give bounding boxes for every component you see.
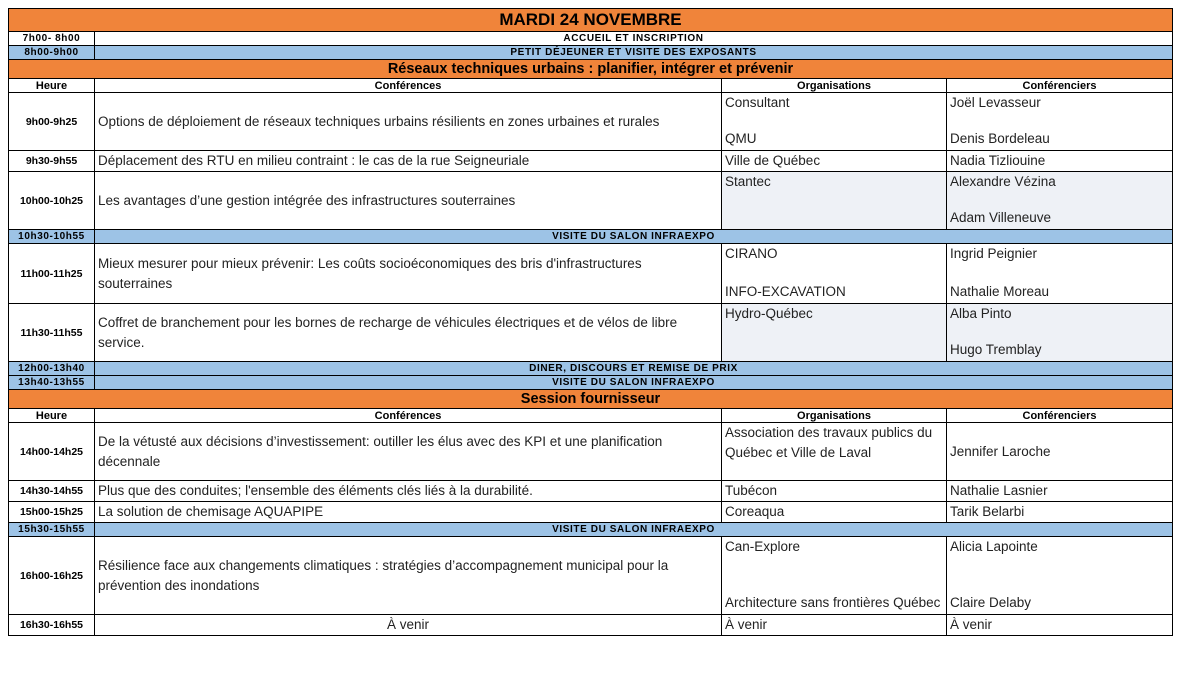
session-title: Les avantages d’une gestion intégrée des infrastructures souterraines [95, 172, 722, 230]
break-row [9, 230, 1173, 244]
row-label: ACCUEIL ET INSCRIPTION [95, 32, 1173, 46]
row-label: PETIT DÉJEUNER ET VISITE DES EXPOSANTS [95, 46, 1173, 60]
row-label: VISITE DU SALON INFRAEXPO [95, 376, 1173, 390]
stacked-value: INFO-EXCAVATION [725, 284, 846, 299]
stacked-value: Consultant [725, 95, 790, 110]
header-time: Heure [9, 409, 95, 423]
row-time: 15h30-15h55 [9, 523, 95, 537]
session-organisation [722, 537, 947, 615]
session-time: 16h30-16h55 [9, 615, 95, 636]
header-time: Heure [9, 79, 95, 93]
session-time: 9h30-9h55 [9, 151, 95, 172]
break-row [9, 523, 1173, 537]
session-organisation [722, 93, 947, 151]
stacked-values [950, 304, 1169, 360]
stacked-values [725, 93, 943, 149]
row-label: DINER, DISCOURS ET REMISE DE PRIX [95, 362, 1173, 376]
header-conferences: Conférences [95, 409, 722, 423]
session-organisation: Stantec [722, 172, 947, 230]
session-speakers [947, 93, 1173, 151]
session-organisation: Coreaqua [722, 502, 947, 523]
session-speakers: Jennifer Laroche [947, 423, 1173, 481]
session-title: Mieux mesurer pour mieux prévenir: Les coûts socioéconomiques des bris d'infrastructures souterraines [95, 244, 722, 304]
stacked-value: QMU [725, 131, 757, 146]
session-time: 16h00-16h25 [9, 537, 95, 615]
session-speakers [947, 244, 1173, 304]
header-speakers: Conférenciers [947, 409, 1173, 423]
session-organisation [722, 244, 947, 304]
opening-row [9, 32, 1173, 46]
midday-row [9, 376, 1173, 390]
session-row [9, 537, 1173, 615]
stacked-value: Architecture sans frontières Québec [725, 595, 941, 610]
session-organisation: Tubécon [722, 481, 947, 502]
session-title: Déplacement des RTU en milieu contraint : le cas de la rue Seigneuriale [95, 151, 722, 172]
row-time: 8h00-9h00 [9, 46, 95, 60]
session-row [9, 304, 1173, 362]
day-title: MARDI 24 NOVEMBRE [9, 9, 1173, 32]
session-title: Coffret de branchement pour les bornes de recharge de véhicules électriques et de vélos de libre service. [95, 304, 722, 362]
stacked-value: Joël Levasseur [950, 95, 1041, 110]
session-time: 11h00-11h25 [9, 244, 95, 304]
row-label: VISITE DU SALON INFRAEXPO [95, 523, 1173, 537]
stacked-value: Claire Delaby [950, 595, 1032, 610]
stacked-value: Adam Villeneuve [950, 210, 1052, 225]
session-row [9, 423, 1173, 481]
session-speakers [947, 172, 1173, 230]
session-speakers: Tarik Belarbi [947, 502, 1173, 523]
column-header-row [9, 79, 1173, 93]
section-title: Session fournisseur [9, 390, 1173, 409]
midday-row [9, 362, 1173, 376]
session-row [9, 502, 1173, 523]
session-row [9, 172, 1173, 230]
session-organisation: Hydro-Québec [722, 304, 947, 362]
session-title: La solution de chemisage AQUAPIPE [95, 502, 722, 523]
session-title: Options de déploiement de réseaux techniques urbains résilients en zones urbaines et rurales [95, 93, 722, 151]
session-title: À venir [95, 615, 722, 636]
session-speakers [947, 304, 1173, 362]
session-time: 15h00-15h25 [9, 502, 95, 523]
session-speakers: Nathalie Lasnier [947, 481, 1173, 502]
stacked-values [950, 244, 1169, 302]
session-row [9, 481, 1173, 502]
session-speakers [947, 537, 1173, 615]
header-speakers: Conférenciers [947, 79, 1173, 93]
session-speakers: À venir [947, 615, 1173, 636]
row-time: 7h00- 8h00 [9, 32, 95, 46]
stacked-value: Hugo Tremblay [950, 342, 1042, 357]
stacked-values [950, 172, 1169, 228]
stacked-value: Denis Bordeleau [950, 131, 1050, 146]
stacked-values [950, 537, 1169, 613]
opening-row [9, 46, 1173, 60]
stacked-value: Nathalie Moreau [950, 284, 1050, 299]
section1-rows [9, 93, 1173, 362]
stacked-value: Can-Explore [725, 539, 801, 554]
session-time: 14h00-14h25 [9, 423, 95, 481]
session-title: De la vétusté aux décisions d’investissement: outiller les élus avec des KPI et une planification décennale [95, 423, 722, 481]
stacked-value: Alexandre Vézina [950, 174, 1056, 189]
session-organisation: Association des travaux publics du Québec et Ville de Laval [722, 423, 947, 481]
stacked-values [725, 244, 943, 302]
session-time: 9h00-9h25 [9, 93, 95, 151]
session-row [9, 151, 1173, 172]
header-conferences: Conférences [95, 79, 722, 93]
session-organisation: Ville de Québec [722, 151, 947, 172]
session-time: 10h00-10h25 [9, 172, 95, 230]
session-title: Résilience face aux changements climatiques : stratégies d’accompagnement municipal pour la prévention des inondations [95, 537, 722, 615]
stacked-values [950, 93, 1169, 149]
session-time: 11h30-11h55 [9, 304, 95, 362]
row-label: VISITE DU SALON INFRAEXPO [95, 230, 1173, 244]
section2-rows [9, 423, 1173, 636]
section-title: Réseaux techniques urbains : planifier, intégrer et prévenir [9, 60, 1173, 79]
session-title: Plus que des conduites; l'ensemble des éléments clés liés à la durabilité. [95, 481, 722, 502]
row-time: 12h00-13h40 [9, 362, 95, 376]
row-time: 10h30-10h55 [9, 230, 95, 244]
stacked-value: Alba Pinto [950, 306, 1012, 321]
session-time: 14h30-14h55 [9, 481, 95, 502]
session-organisation: À venir [722, 615, 947, 636]
stacked-values [725, 537, 943, 613]
header-organisations: Organisations [722, 409, 947, 423]
stacked-value: CIRANO [725, 246, 778, 261]
stacked-value: Ingrid Peignier [950, 246, 1038, 261]
schedule-table [8, 8, 1173, 636]
row-time: 13h40-13h55 [9, 376, 95, 390]
header-organisations: Organisations [722, 79, 947, 93]
stacked-value: Alicia Lapointe [950, 539, 1038, 554]
column-header-row [9, 409, 1173, 423]
session-speakers: Nadia Tizliouine [947, 151, 1173, 172]
session-row [9, 93, 1173, 151]
session-row [9, 615, 1173, 636]
session-row [9, 244, 1173, 304]
